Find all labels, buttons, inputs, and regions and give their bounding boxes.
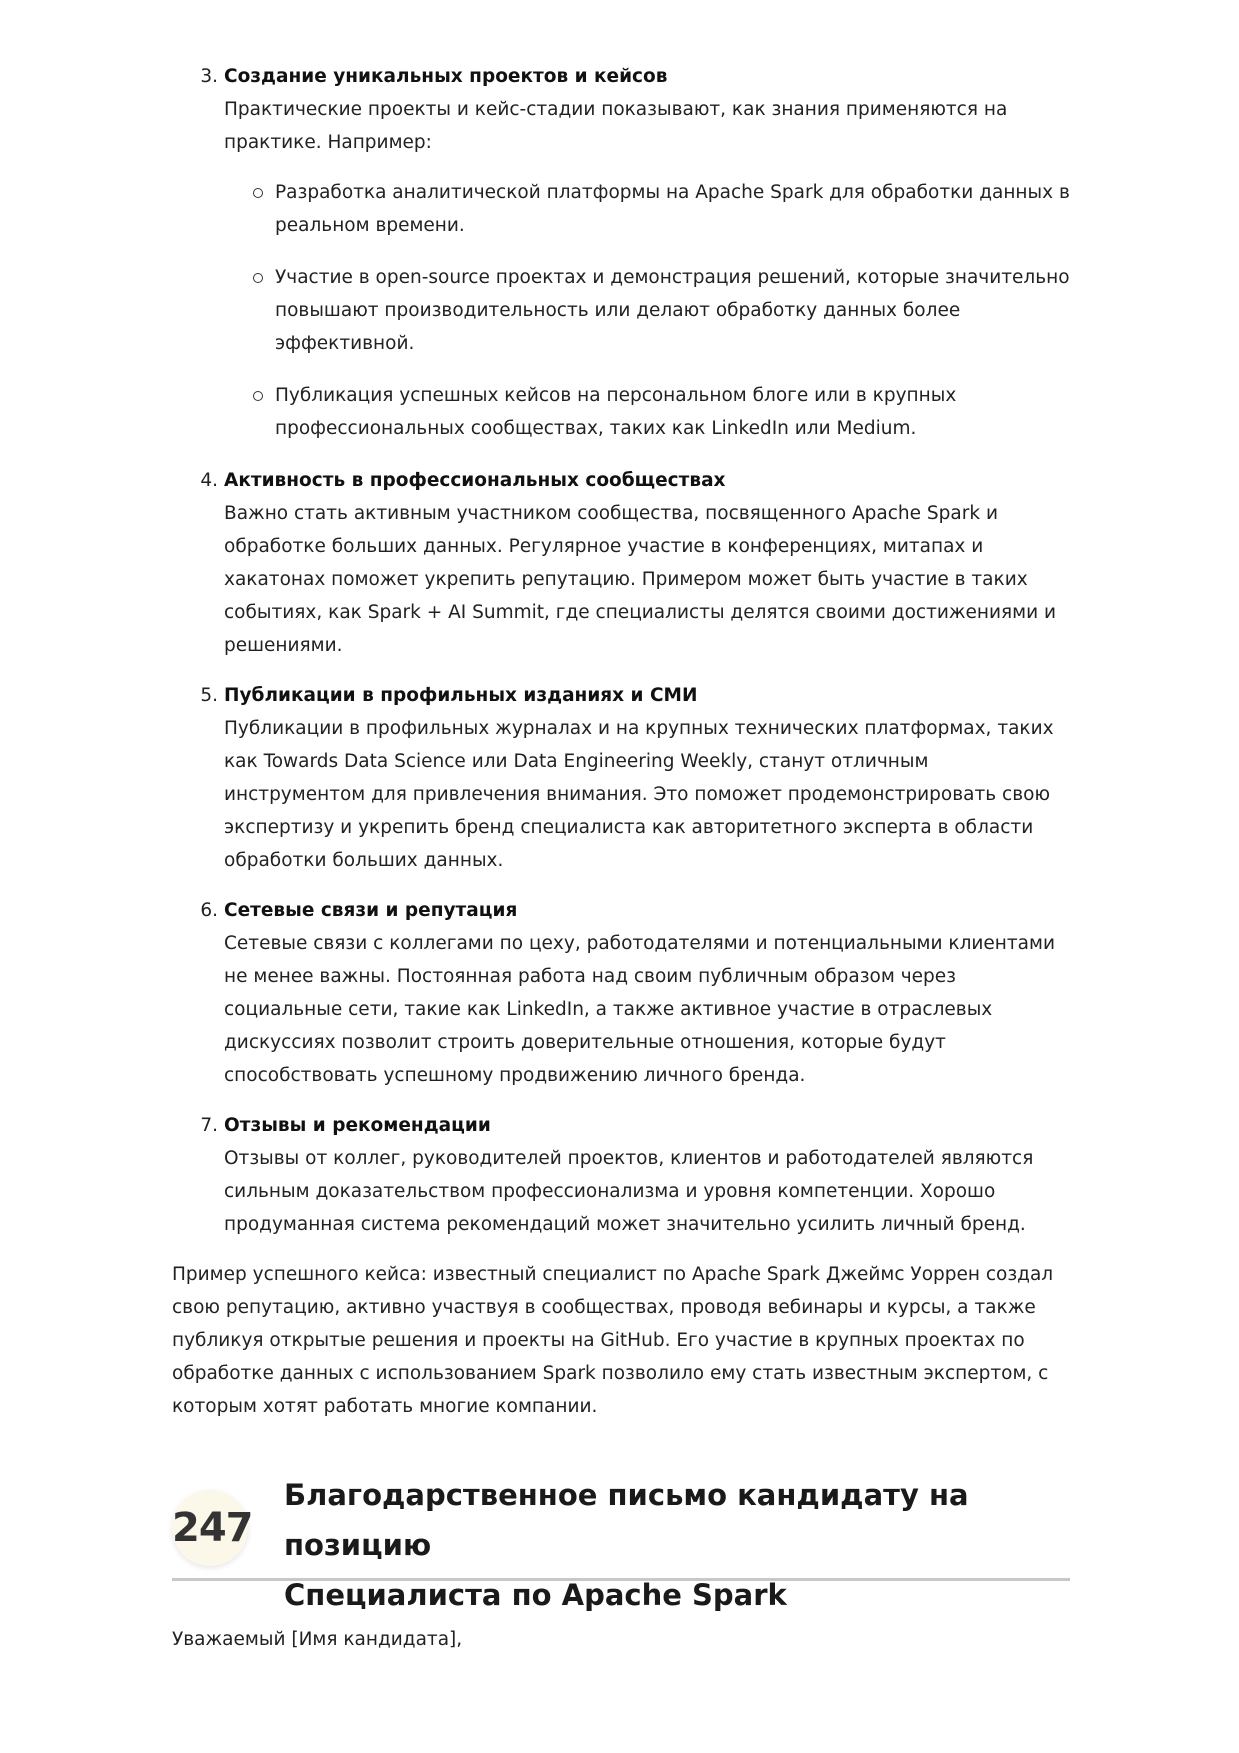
list-item bbox=[172, 894, 1070, 1092]
sub-list bbox=[224, 176, 1070, 445]
section-title-line: Благодарственное письмо кандидату на позицию bbox=[284, 1478, 969, 1562]
sub-list-item-text: Разработка аналитической платформы на Apache Spark для обработки данных в реальном времени. bbox=[275, 182, 1070, 236]
sub-list-item bbox=[224, 379, 1070, 445]
list-item bbox=[172, 60, 1070, 445]
content-body bbox=[172, 60, 1070, 1423]
list-item-text: Сетевые связи с коллегами по цеху, работодателями и потенциальными клиентами не менее важны. Постоянная работа над своим публичным образом через социальные сети, такие как LinkedIn, а также активное участие в отраслевых дискуссиях позволит строить доверительные отношения, которые будут способствовать успешному продвижению личного бренда. bbox=[224, 933, 1056, 1086]
list-item-text: Отзывы от коллег, руководителей проектов, клиентов и работодателей являются сильным доказательством профессионализма и уровня компетенции. Хорошо продуманная система рекомендаций может значительно усилить личный бренд. bbox=[224, 1148, 1034, 1235]
list-item-title: Отзывы и рекомендации bbox=[224, 1115, 491, 1136]
list-item-text: Публикации в профильных журналах и на крупных технических платформах, таких как Towards Data Science или Data Engineering Weekly, станут отличным инструментом для привлечения внимания. Это поможет продемонстрировать свою экспертизу и укрепить бренд специалиста как авторитетного эксперта в области обработки больших данных. bbox=[224, 718, 1054, 871]
letter-greeting: Уважаемый [Имя кандидата], bbox=[172, 1629, 463, 1650]
list-item bbox=[172, 679, 1070, 877]
example-paragraph: Пример успешного кейса: известный специалист по Apache Spark Джеймс Уоррен создал свою репутацию, активно участвуя в сообществах, проводя вебинары и курсы, а также публикуя открытые решения и проекты на GitHub. Его участие в крупных проектах по обработке данных с использованием Spark позволило ему стать известным экспертом, с которым хотят работать многие компании. bbox=[172, 1264, 1054, 1417]
list-item-title: Публикации в профильных изданиях и СМИ bbox=[224, 685, 698, 706]
numbered-list bbox=[172, 60, 1070, 1241]
list-item bbox=[172, 1109, 1070, 1241]
circle-bullet-icon bbox=[253, 188, 263, 198]
circle-bullet-icon bbox=[253, 273, 263, 283]
list-item-text: Важно стать активным участником сообщества, посвященного Apache Spark и обработке больших данных. Регулярное участие в конференциях, митапах и хакатонах поможет укрепить репутацию. Примером может быть участие в таких событиях, как Spark + AI Summit, где специалисты делятся своими достижениями и решениями. bbox=[224, 503, 1057, 656]
section-title-line: Специалиста по Apache Spark bbox=[284, 1578, 787, 1612]
sub-list-item-text: Участие в open-source проектах и демонстрация решений, которые значительно повышают производительность или делают обработку данных более эффективной. bbox=[275, 267, 1070, 354]
list-item-number: 3. bbox=[200, 66, 218, 87]
sub-list-item-text: Публикация успешных кейсов на персональном блоге или в крупных профессиональных сообществах, таких как LinkedIn или Medium. bbox=[275, 385, 957, 439]
list-item-title: Создание уникальных проектов и кейсов bbox=[224, 66, 668, 87]
section-title bbox=[284, 1470, 1070, 1620]
list-item-title: Активность в профессиональных сообществах bbox=[224, 470, 726, 491]
list-item-number: 6. bbox=[200, 900, 218, 921]
section-number-badge: 247 bbox=[172, 1490, 248, 1566]
sub-list-item bbox=[224, 261, 1070, 360]
circle-bullet-icon bbox=[253, 391, 263, 401]
sub-list-item bbox=[224, 176, 1070, 242]
list-item-number: 7. bbox=[200, 1115, 218, 1136]
list-item bbox=[172, 464, 1070, 662]
list-item-number: 5. bbox=[200, 685, 218, 706]
list-item-text: Практические проекты и кейс-стадии показывают, как знания применяются на практике. Например: bbox=[224, 99, 1008, 153]
section-heading bbox=[172, 1478, 1070, 1612]
list-item-number: 4. bbox=[200, 470, 218, 491]
list-item-title: Сетевые связи и репутация bbox=[224, 900, 518, 921]
